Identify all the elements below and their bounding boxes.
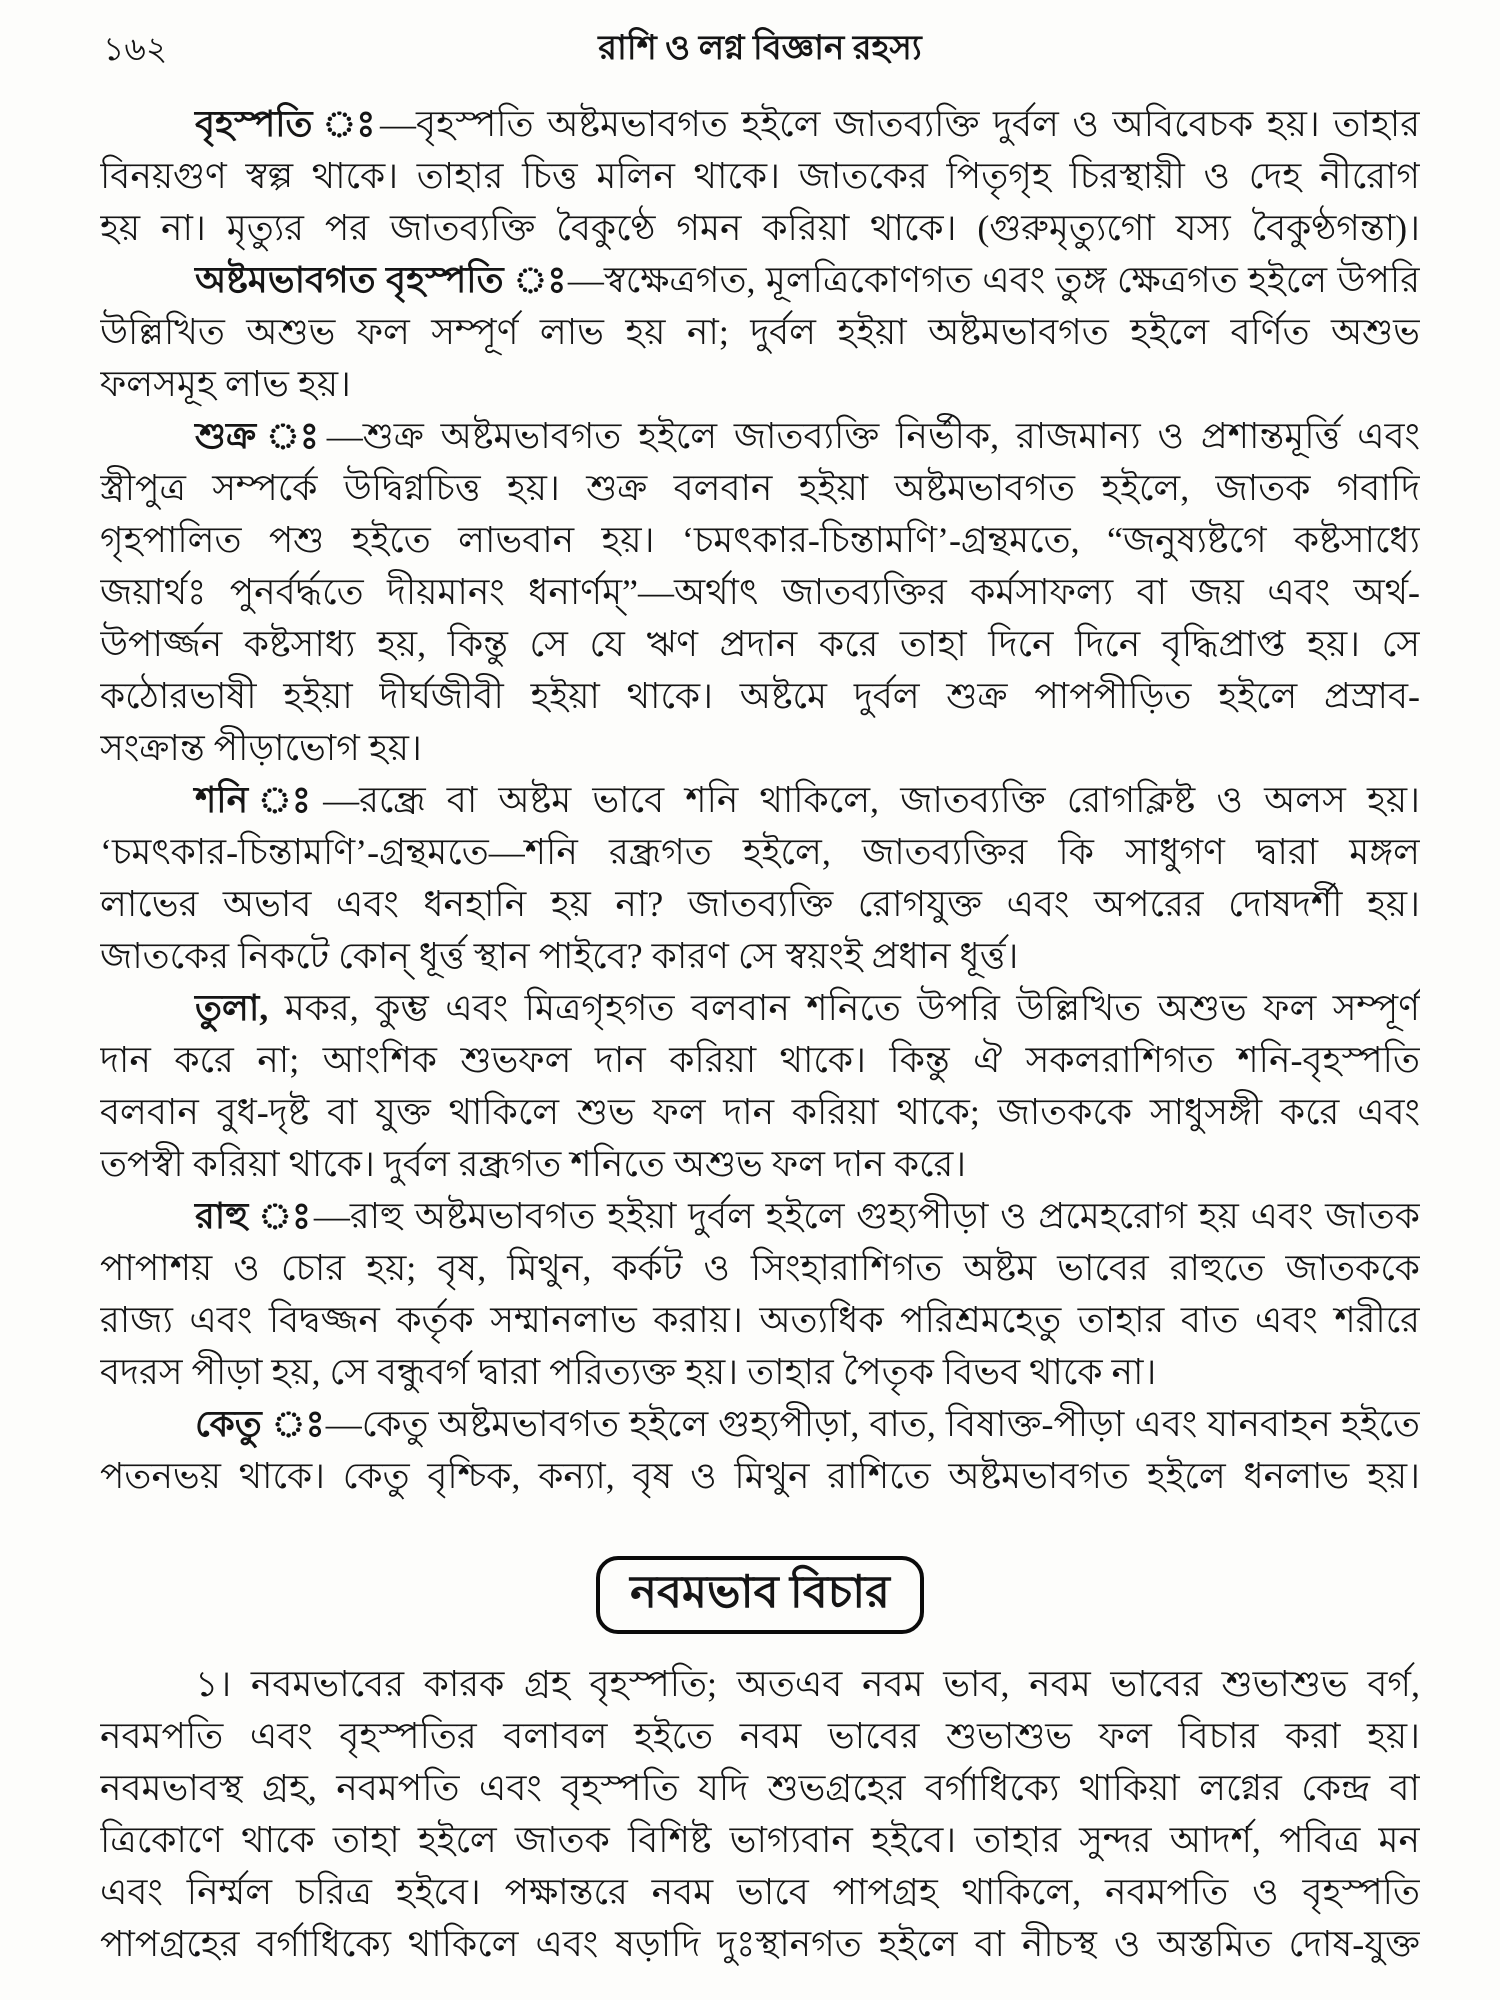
paragraph xyxy=(100,254,1420,410)
text-line: ত্রিকোণে থাকে তাহা হইলে জাতক বিশিষ্ট ভাগ্যবান হইবে। তাহার সুন্দর আদর্শ, পবিত্র মন xyxy=(100,1820,1420,1861)
paragraph-lead: কেতু ঃ xyxy=(195,1404,326,1444)
section-heading-wrap xyxy=(100,1556,1420,1634)
page-text-block xyxy=(100,98,1420,1970)
text-line: হয় না। মৃত্যুর পর জাতব্যক্তি বৈকুণ্ঠে গমন করিয়া থাকে। (গুরুমৃত্যুগো যস্য বৈকুণ্ঠগন্তা)। xyxy=(100,208,1420,248)
text-line: গৃহপালিত পশু হইতে লাভবান হয়। ‘চমৎকার-চিন্তামণি’-গ্রন্থমতে, “জনুষ্যষ্টগে কষ্টসাধ্যে xyxy=(100,520,1420,560)
paragraph xyxy=(100,982,1420,1190)
paragraph-lead: বৃহস্পতি ঃ xyxy=(195,104,381,144)
text-line: কেতু ঃ—কেতু অষ্টমভাবগত হইলে গুহ্যপীড়া, বাত, বিষাক্ত-পীড়া এবং যানবাহন হইতে xyxy=(195,1404,1420,1444)
text-line: ফলসমূহ লাভ হয়। xyxy=(100,364,351,404)
section-heading-box: নবমভাব বিচার xyxy=(596,1556,924,1634)
text-line: নবমভাবস্থ গ্রহ, নবমপতি এবং বৃহস্পতি যদি শুভগ্রহের বর্গাধিক্যে থাকিয়া লগ্নের কেন্দ্র বা xyxy=(100,1768,1420,1809)
text-line: লাভের অভাব এবং ধনহানি হয় না? জাতব্যক্তি রোগযুক্ত এবং অপরের দোষদর্শী হয়। xyxy=(100,884,1420,924)
paragraph xyxy=(100,1398,1420,1502)
section-eighth-house-paragraphs xyxy=(100,98,1420,1502)
text-line: তপস্বী করিয়া থাকে। দুর্বল রন্ধ্রগত শনিতে অশুভ ফল দান করে। xyxy=(100,1144,967,1184)
paragraph xyxy=(100,1190,1420,1398)
text-line: কঠোরভাষী হইয়া দীর্ঘজীবী হইয়া থাকে। অষ্টমে দুর্বল শুক্র পাপপীড়িত হইলে প্রস্রাব- xyxy=(100,676,1420,716)
text-line: পাপগ্রহের বর্গাধিক্যে থাকিলে এবং ষড়াদি দুঃস্থানগত হইলে বা নীচস্থ ও অস্তমিত দোষ-যুক্ত xyxy=(100,1924,1420,1965)
paragraph xyxy=(100,774,1420,982)
text-line: স্ত্রীপুত্র সম্পর্কে উদ্বিগ্নচিত্ত হয়। শুক্র বলবান হইয়া অষ্টমভাবগত হইলে, জাতক গবাদি xyxy=(100,468,1420,508)
text-line: জাতকের নিকটে কোন্ ধূর্ত্ত স্থান পাইবে? কারণ সে স্বয়ংই প্রধান ধূর্ত্ত। xyxy=(100,936,1019,976)
text-line: বিনয়গুণ স্বল্প থাকে। তাহার চিত্ত মলিন থাকে। জাতকের পিতৃগৃহ চিরস্থায়ী ও দেহ নীরোগ xyxy=(100,156,1420,196)
text-line: শুক্র ঃ—শুক্র অষ্টমভাবগত হইলে জাতব্যক্তি নির্ভীক, রাজমান্য ও প্রশান্তমূর্ত্তি এবং xyxy=(195,416,1420,456)
text-line: পতনভয় থাকে। কেতু বৃশ্চিক, কন্যা, বৃষ ও মিথুন রাশিতে অষ্টমভাবগত হইলে ধনলাভ হয়। xyxy=(100,1456,1420,1496)
text-line: ‘চমৎকার-চিন্তামণি’-গ্রন্থমতে—শনি রন্ধ্রগত হইলে, জাতব্যক্তির কি সাধুগণ দ্বারা মঙ্গল xyxy=(100,832,1420,872)
paragraph-lead: অষ্টমভাবগত বৃহস্পতি ঃ xyxy=(195,260,568,300)
paragraph xyxy=(100,410,1420,774)
text-line: উপার্জ্জন কষ্টসাধ্য হয়, কিন্তু সে যে ঋণ প্রদান করে তাহা দিনে দিনে বৃদ্ধিপ্রাপ্ত হয়। সে xyxy=(100,624,1420,664)
paragraph-lead: রাহু ঃ xyxy=(195,1196,314,1236)
running-head-title: রাশি ও লগ্ন বিজ্ঞান রহস্য xyxy=(598,30,922,67)
text-line: ১। নবমভাবের কারক গ্রহ বৃহস্পতি; অতএব নবম ভাব, নবম ভাবের শুভাশুভ বর্গ, xyxy=(195,1664,1420,1705)
paragraph-lead: শনি ঃ xyxy=(195,780,324,820)
text-line: দান করে না; আংশিক শুভফল দান করিয়া থাকে। কিন্তু ঐ সকলরাশিগত শনি-বৃহস্পতি xyxy=(100,1040,1420,1080)
text-line: উল্লিখিত অশুভ ফল সম্পূর্ণ লাভ হয় না; দুর্বল হইয়া অষ্টমভাবগত হইলে বর্ণিত অশুভ xyxy=(100,312,1420,352)
text-line: শনি ঃ—রন্ধ্রে বা অষ্টম ভাবে শনি থাকিলে, জাতব্যক্তি রোগক্লিষ্ট ও অলস হয়। xyxy=(195,780,1420,820)
paragraph xyxy=(100,98,1420,254)
text-line: রাহু ঃ—রাহু অষ্টমভাবগত হইয়া দুর্বল হইলে গুহ্যপীড়া ও প্রমেহরোগ হয় এবং জাতক xyxy=(195,1196,1420,1236)
section-ninth-house-paragraphs xyxy=(100,1658,1420,1970)
text-line: বৃহস্পতি ঃ—বৃহস্পতি অষ্টমভাবগত হইলে জাতব্যক্তি দুর্বল ও অবিবেচক হয়। তাহার xyxy=(195,104,1420,144)
text-line: বলবান বুধ-দৃষ্ট বা যুক্ত থাকিলে শুভ ফল দান করিয়া থাকে; জাতককে সাধুসঙ্গী করে এবং xyxy=(100,1092,1420,1132)
paragraph-lead: তুলা, xyxy=(195,988,269,1028)
text-line: নবমপতি এবং বৃহস্পতির বলাবল হইতে নবম ভাবের শুভাশুভ ফল বিচার করা হয়। xyxy=(100,1716,1420,1757)
text-line: রাজ্য এবং বিদ্বজ্জন কর্তৃক সম্মানলাভ করায়। অত্যধিক পরিশ্রমহেতু তাহার বাত এবং শরীরে xyxy=(100,1300,1420,1340)
text-line: পাপাশয় ও চোর হয়; বৃষ, মিথুন, কর্কট ও সিংহারাশিগত অষ্টম ভাবের রাহুতে জাতককে xyxy=(100,1248,1420,1288)
paragraph xyxy=(100,1658,1420,1970)
text-line: অষ্টমভাবগত বৃহস্পতি ঃ—স্বক্ষেত্রগত, মূলত্রিকোণগত এবং তুঙ্গ ক্ষেত্রগত হইলে উপরি xyxy=(195,260,1420,300)
paragraph-lead: শুক্র ঃ xyxy=(195,416,327,456)
text-line: এবং নির্ম্মল চরিত্র হইবে। পক্ষান্তরে নবম ভাবে পাপগ্রহ থাকিলে, নবমপতি ও বৃহস্পতি xyxy=(100,1872,1420,1913)
page-number: ১৬২ xyxy=(103,32,168,68)
text-line: বদরস পীড়া হয়, সে বন্ধুবর্গ দ্বারা পরিত্যক্ত হয়। তাহার পৈতৃক বিভব থাকে না। xyxy=(100,1352,1157,1392)
text-line: জয়ার্থঃ পুনর্বর্দ্ধতে দীয়মানং ধনার্ণম্”—অর্থাৎ জাতব্যক্তির কর্মসাফল্য বা জয় এবং অর্থ- xyxy=(100,572,1420,612)
text-line: তুলা, মকর, কুম্ভ এবং মিত্রগৃহগত বলবান শনিতে উপরি উল্লিখিত অশুভ ফল সম্পূর্ণ xyxy=(195,988,1420,1028)
text-line: সংক্রান্ত পীড়াভোগ হয়। xyxy=(100,728,422,768)
